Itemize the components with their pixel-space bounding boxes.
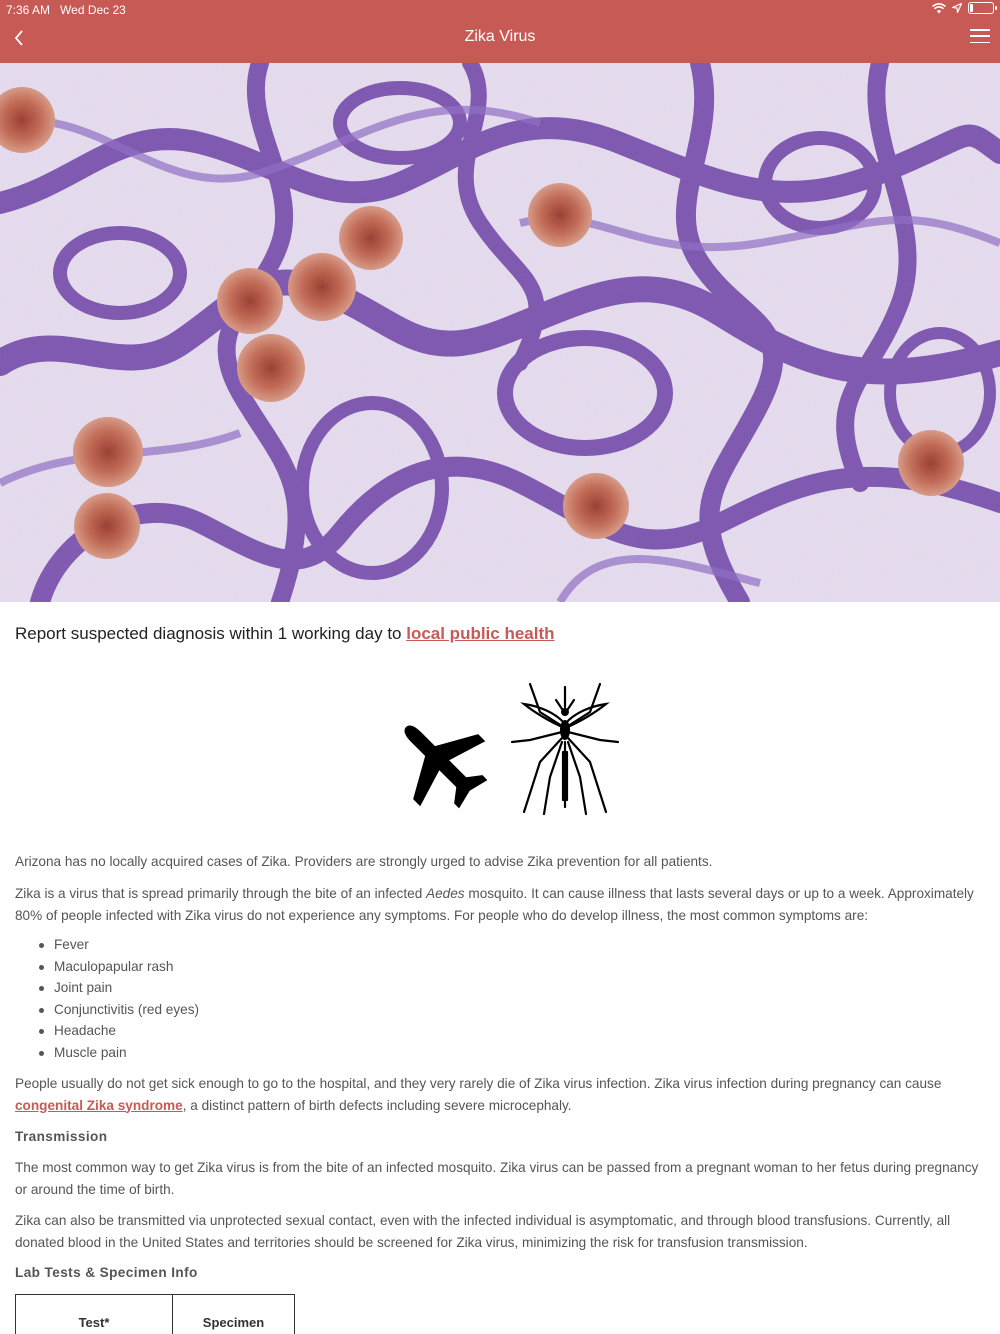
status-date: Wed Dec 23	[60, 3, 126, 17]
status-time: 7:36 AM	[6, 3, 51, 17]
airplane-icon	[390, 711, 490, 811]
zika-micrograph-image	[0, 63, 1000, 602]
app-header	[0, 0, 1000, 63]
report-text: Report suspected diagnosis within 1 working day to	[15, 624, 407, 643]
table-header-test: Test*	[16, 1295, 173, 1334]
virus-description-paragraph	[15, 883, 990, 926]
page-title: Zika Virus	[464, 28, 536, 45]
transmission-icons	[390, 682, 630, 817]
p2-text-before: Zika is a virus that is spread primarily through the bite of an infected	[15, 886, 427, 901]
transmission-heading: Transmission	[15, 1129, 108, 1144]
mosquito-icon	[510, 682, 620, 817]
aedes-italic: Aedes	[426, 886, 465, 901]
list-item: Fever	[39, 934, 199, 956]
article-content	[15, 602, 985, 1330]
location-arrow-icon	[952, 3, 962, 13]
list-item: Joint pain	[39, 977, 199, 999]
p2-text-after: mosquito. It can cause illness that lasts several days or up to a week. Approximately 80% of people infected with Zika virus do not experience any symptoms. For people who do develop illness, the most common symptoms are:	[15, 886, 974, 923]
battery-icon	[968, 2, 994, 14]
p3-text-before: People usually do not get sick enough to go to the hospital, and they very rarely die of Zika virus infection. Zika virus infection during pregnancy can cause	[15, 1076, 942, 1091]
lab-tests-table	[15, 1294, 295, 1334]
transmission-paragraph-2: Zika can also be transmitted via unprotected sexual contact, even with the infected individual is asymptomatic, and through blood transfusions. Currently, all donated blood in the United States and territories should be screened for Zika virus, minimizing the risk for transfusion transmission.	[15, 1213, 951, 1250]
report-notice	[15, 624, 985, 644]
list-item: Conjunctivitis (red eyes)	[39, 999, 199, 1021]
lab-tests-heading: Lab Tests & Specimen Info	[15, 1265, 198, 1280]
symptoms-list	[39, 934, 199, 1064]
local-public-health-link[interactable]: local public health	[406, 624, 555, 643]
table-header-specimen: Specimen	[173, 1295, 295, 1334]
p3-text-after: , a distinct pattern of birth defects including severe microcephaly.	[182, 1097, 572, 1113]
list-item: Maculopapular rash	[39, 956, 199, 978]
list-item: Muscle pain	[39, 1042, 199, 1064]
table-header-row	[16, 1295, 295, 1334]
list-item: Headache	[39, 1020, 199, 1042]
wifi-icon	[932, 3, 946, 14]
severity-paragraph	[15, 1073, 990, 1116]
status-bar-time	[6, 3, 126, 17]
hamburger-menu-icon	[970, 29, 990, 31]
menu-button[interactable]	[970, 27, 990, 45]
status-icons	[932, 2, 994, 14]
transmission-paragraph-1: The most common way to get Zika virus is from the bite of an infected mosquito. Zika virus can be passed from a pregnant woman to her fetus during pregnancy or around the time of birth.	[15, 1160, 979, 1197]
arizona-paragraph: Arizona has no locally acquired cases of Zika. Providers are strongly urged to advise Zika prevention for all patients.	[15, 854, 713, 869]
congenital-zika-syndrome-link[interactable]: congenital Zika syndrome	[15, 1097, 183, 1113]
micrograph-illustration	[0, 63, 1000, 602]
